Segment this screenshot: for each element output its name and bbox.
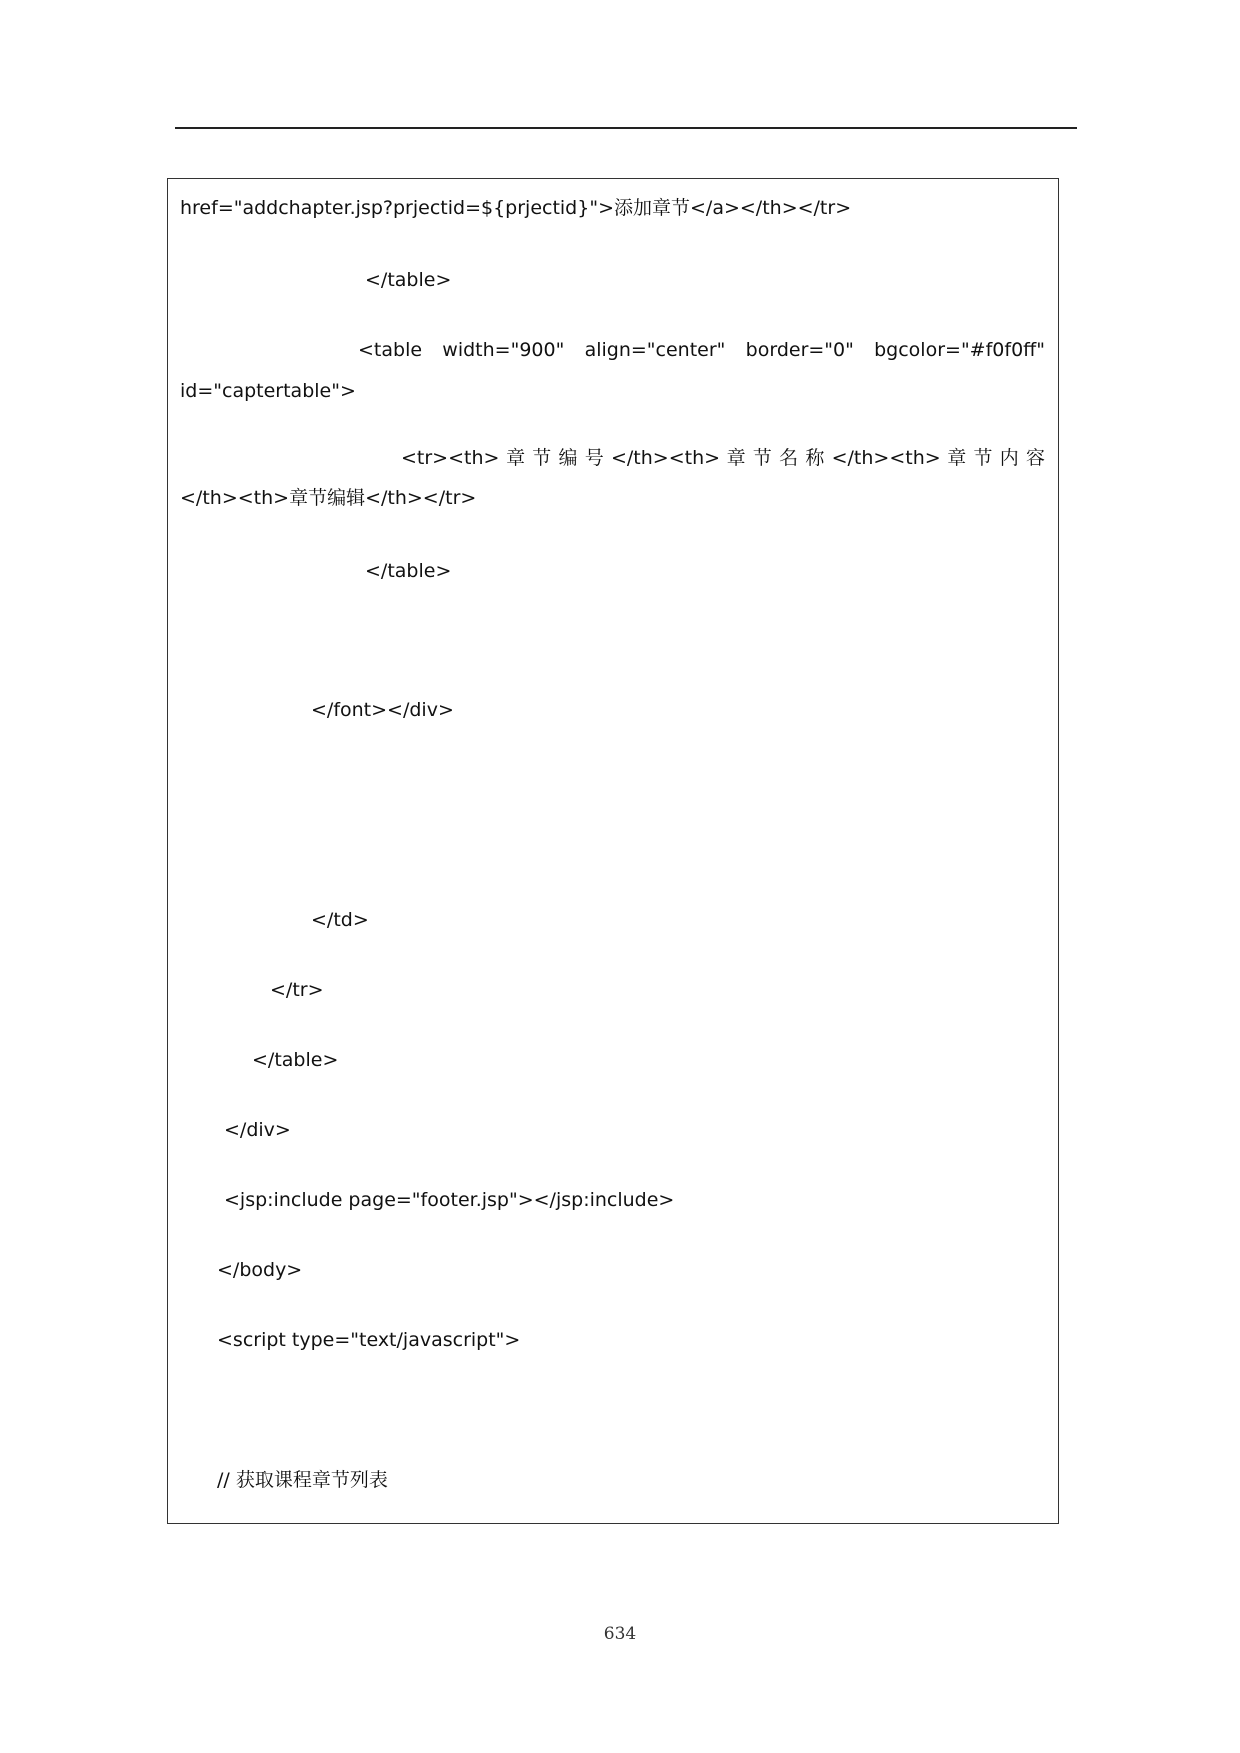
code-line: id="captertable"> [180,380,356,402]
code-line: </td> [311,909,369,931]
page-number: 634 [603,1624,637,1644]
code-line: <table width="900" align="center" border="0" bgcolor="#f0f0ff" [358,339,1045,361]
code-line: <tr><th> 章 节 编 号 </th><th> 章 节 名 称 </th><th> 章 节 内 容 [401,447,1045,469]
code-line: href="addchapter.jsp?prjectid=${prjectid}">添加章节</a></th></tr> [180,197,852,219]
code-line: <jsp:include page="footer.jsp"></jsp:include> [224,1189,675,1211]
code-comment-line: // 获取课程章节列表 [217,1469,388,1491]
code-line: </table> [365,560,452,582]
code-line: </body> [217,1259,303,1281]
code-line: </table> [365,269,452,291]
code-line: </div> [224,1119,291,1141]
code-line: </th><th>章节编辑</th></tr> [180,487,477,509]
code-line: </table> [252,1049,339,1071]
code-listing-box [167,178,1059,1524]
code-line: </tr> [270,979,324,1001]
header-rule [175,127,1077,129]
code-line: </font></div> [311,699,454,721]
code-line: <script type="text/javascript"> [217,1329,521,1351]
